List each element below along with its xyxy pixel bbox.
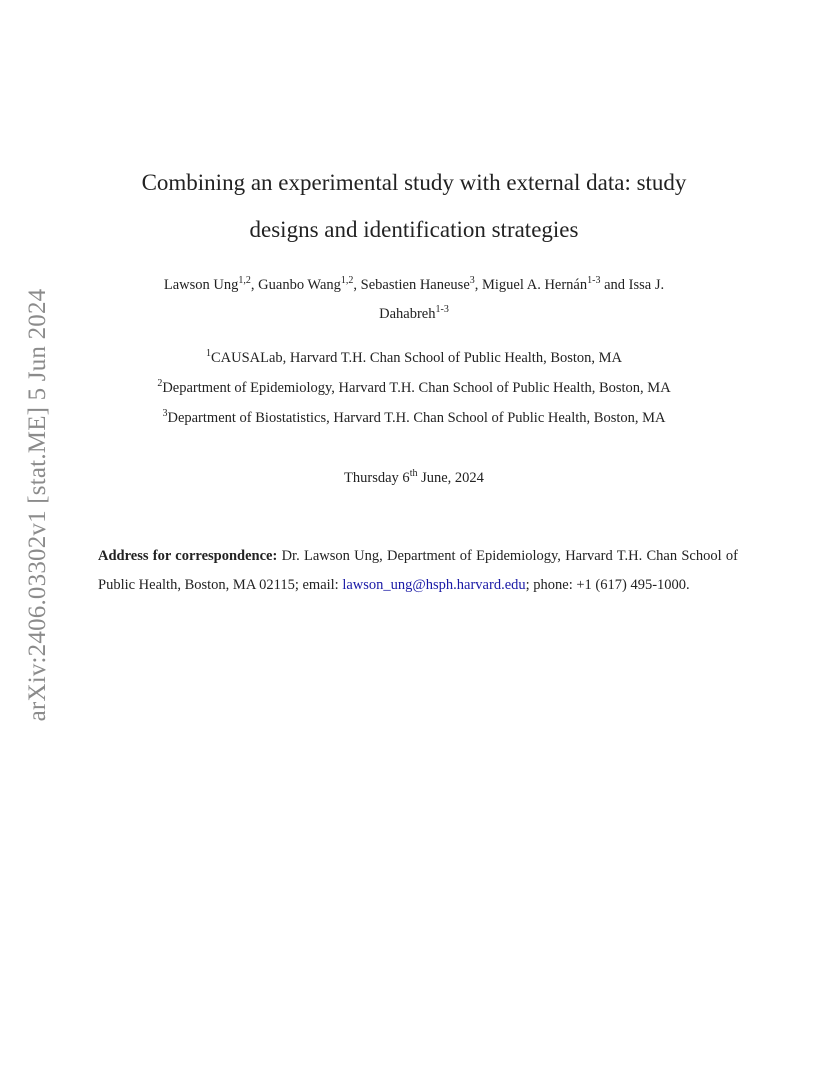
correspondence-label: Address for correspondence: bbox=[98, 548, 278, 564]
affiliation-num: 3 bbox=[162, 408, 168, 419]
paper-title-line-1: Combining an experimental study with external data: study bbox=[141, 170, 687, 195]
author-affil-sup: 3 bbox=[469, 275, 475, 286]
author-affil-sup: 1,2 bbox=[340, 275, 354, 286]
author-name: Guanbo Wang bbox=[258, 277, 341, 293]
paper-title-line-2: designs and identification strategies bbox=[249, 217, 579, 242]
affiliation-text: Department of Epidemiology, Harvard T.H. Chan School of Public Health, Boston, MA bbox=[162, 380, 671, 396]
affiliation-1 bbox=[90, 350, 738, 367]
arxiv-stamp-text: arXiv:2406.03302v1 [stat.ME] 5 Jun 2024 bbox=[24, 288, 51, 722]
author-name: Dahabreh bbox=[379, 306, 436, 322]
author-name: Sebastien Haneuse bbox=[360, 277, 470, 293]
affiliation-2 bbox=[90, 380, 738, 397]
date-sup: th bbox=[409, 468, 418, 479]
affiliation-num: 1 bbox=[205, 348, 211, 359]
author-name: Miguel A. Hernán bbox=[482, 277, 588, 293]
correspondence-phone: ; phone: +1 (617) 495-1000. bbox=[525, 577, 690, 593]
correspondence-block bbox=[98, 542, 738, 600]
author-list: Lawson Ung$^{1,2}$, Guanbo Wang$^{1,2}$, Sebastien Haneuse$^3$, Miguel A. Hernán$^{1-3}$ and Issa J. bbox=[163, 275, 665, 293]
affiliation-text: Department of Biostatistics, Harvard T.H. Chan School of Public Health, Boston, MA bbox=[167, 410, 666, 426]
author-affil-sup: 1-3 bbox=[435, 304, 449, 315]
correspondence-text: Dr. Lawson Ung, Department of Epidemiology, Harvard T.H. Chan School of Public Health, Boston, MA 02115; email: bbox=[98, 548, 738, 593]
affiliation-text: CAUSALab, Harvard T.H. Chan School of Public Health, Boston, MA bbox=[210, 350, 623, 366]
arxiv-stamp bbox=[18, 270, 58, 740]
author-affil-sup: 1,2 bbox=[238, 275, 251, 286]
author-conjunction: and Issa J. bbox=[600, 277, 665, 293]
author-affil-sup: 1-3 bbox=[587, 275, 601, 286]
date-pre: Thursday 6 bbox=[344, 470, 410, 486]
author-list-cont bbox=[90, 306, 738, 323]
author-name: Lawson Ung bbox=[163, 277, 239, 293]
affiliation-num: 2 bbox=[157, 378, 163, 389]
date-line bbox=[90, 470, 738, 487]
email-link[interactable]: lawson_ung@hsph.harvard.edu bbox=[342, 577, 526, 593]
date-post: June, 2024 bbox=[417, 470, 484, 486]
affiliation-3 bbox=[90, 410, 738, 427]
